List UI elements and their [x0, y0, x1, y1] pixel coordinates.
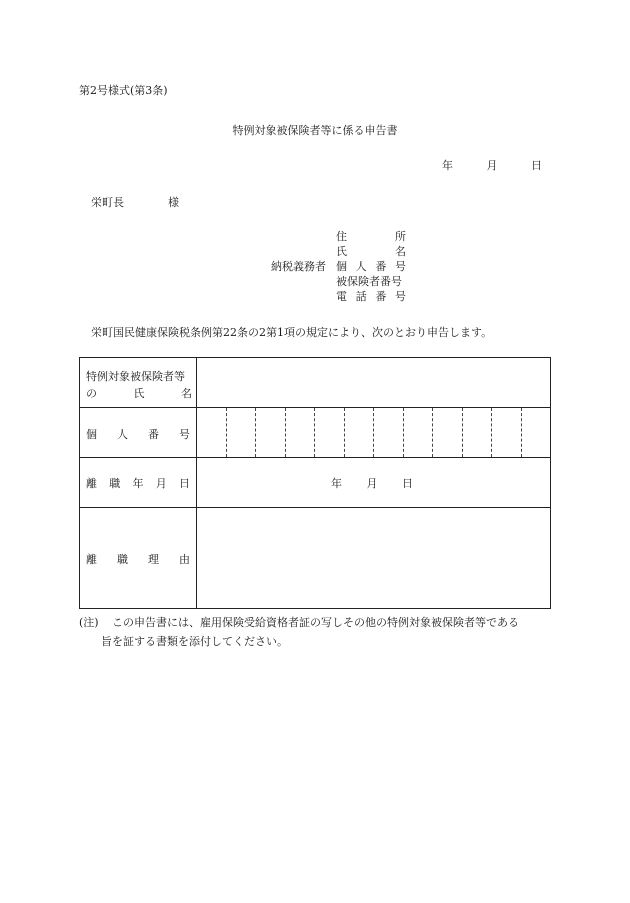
table-row-retirement-date: [80, 458, 550, 508]
document-title: 特例対象被保険者等に係る申告書: [232, 124, 398, 137]
addressee-suffix: 様: [168, 196, 179, 209]
digit-cell[interactable]: [492, 408, 522, 457]
note-tag: (注): [79, 616, 99, 629]
declaration-table: [79, 357, 551, 609]
retirement-date-units: 年 月 日: [331, 477, 413, 490]
date-month-label: 月: [486, 159, 498, 172]
addressee: [91, 194, 179, 210]
taxpayer-label: 納税義務者: [271, 260, 326, 273]
digit-cell[interactable]: [256, 408, 286, 457]
digit-cell[interactable]: [227, 408, 257, 457]
note-line-1: (注) この申告書には、雇用保険受給資格者証の写しその他の特例対象被保険者等である: [79, 616, 519, 629]
personal-number-label: 個 人 番 号: [336, 260, 406, 273]
digit-cell[interactable]: [522, 408, 551, 457]
submission-date: [442, 157, 542, 173]
table-row-retirement-reason: [80, 508, 550, 608]
date-day-label: 日: [531, 159, 542, 172]
insured-number-label: 被保険者番号: [336, 275, 402, 288]
name-row-label: 特例対象被保険者等 の 氏 名: [80, 358, 197, 407]
digit-cell[interactable]: [404, 408, 434, 457]
form-number: 第2号様式(第3条): [79, 84, 168, 97]
digit-cell[interactable]: [197, 408, 227, 457]
digit-cell[interactable]: [463, 408, 493, 457]
name-label: 氏 名: [336, 245, 406, 258]
digit-cell[interactable]: [315, 408, 345, 457]
addressee-name: 栄町長: [91, 196, 124, 209]
personal-number-row-label: 個 人 番 号: [80, 408, 197, 457]
phone-number-label: 電 話 番 号: [336, 290, 406, 303]
retirement-date-row-label: 離 職 年 月 日: [80, 458, 197, 507]
personal-number-input: [197, 408, 550, 457]
date-year-label: 年: [442, 159, 453, 172]
name-input-field[interactable]: [197, 358, 550, 407]
retirement-reason-field[interactable]: [197, 508, 550, 608]
note-line-2: 旨を証する書類を添付してください。: [101, 635, 288, 648]
digit-cell[interactable]: [433, 408, 463, 457]
digit-cell[interactable]: [374, 408, 404, 457]
intro-statement: 栄町国民健康保険税条例第22条の2第1項の規定により、次のとおり申告します。: [91, 326, 493, 339]
retirement-reason-row-label: 離 職 理 由: [80, 508, 197, 608]
digit-cell[interactable]: [345, 408, 375, 457]
address-label: 住 所: [336, 230, 406, 243]
table-row-personal-number: [80, 408, 550, 458]
table-row-name: [80, 358, 550, 408]
digit-cell[interactable]: [286, 408, 316, 457]
